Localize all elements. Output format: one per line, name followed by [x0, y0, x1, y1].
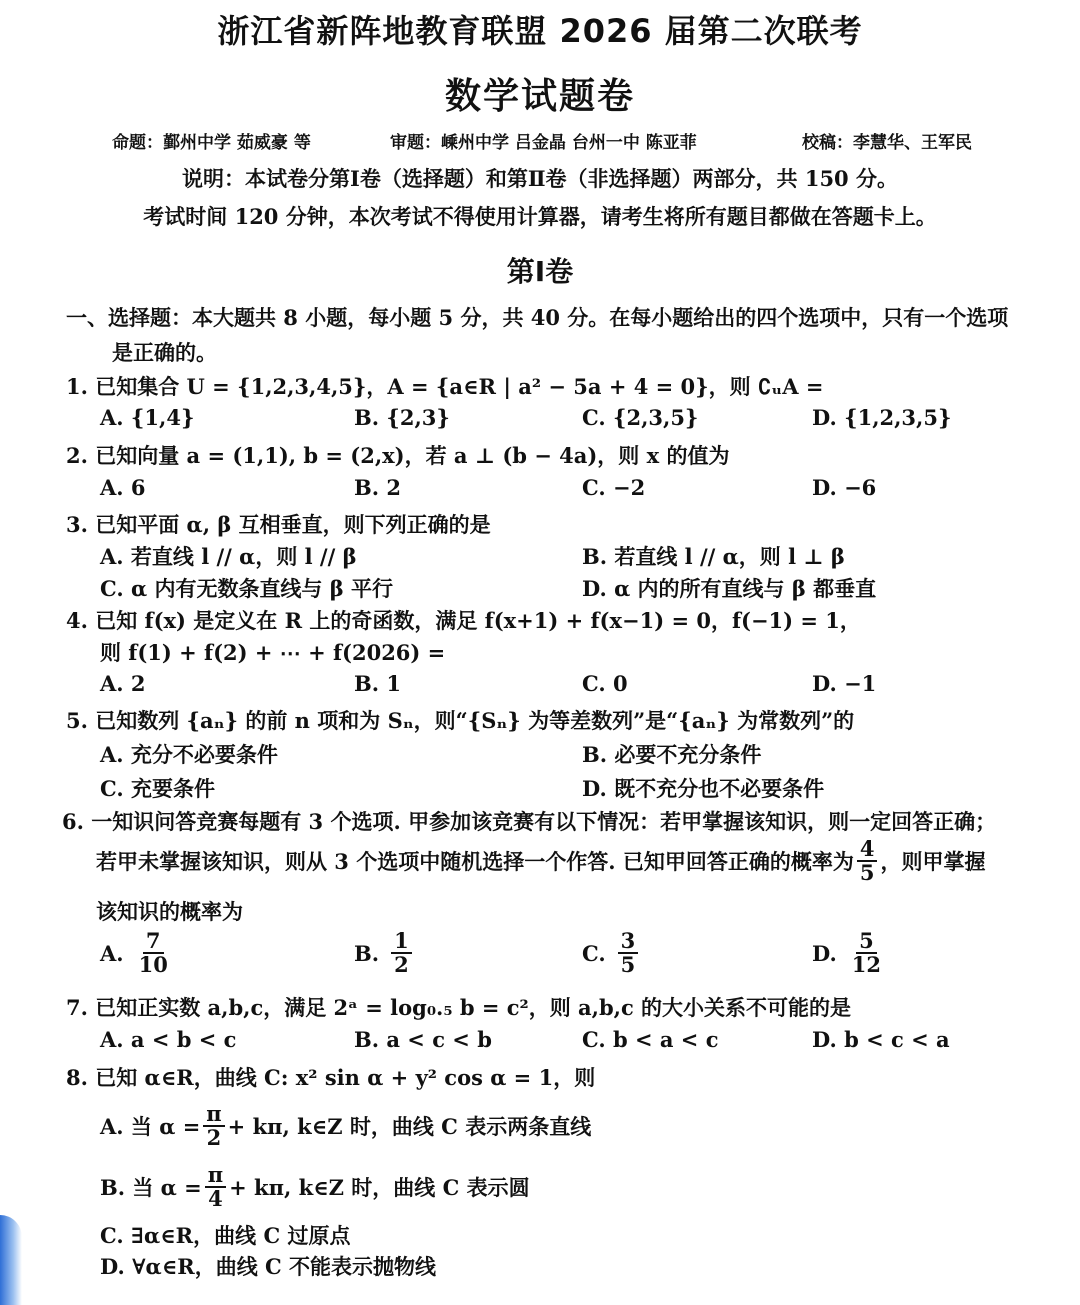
q1-option-b: B. {2,3} [354, 405, 450, 430]
q4-option-d: D. −1 [812, 671, 877, 696]
q2-option-d: D. −6 [812, 475, 877, 500]
q6-c-denominator: 5 [620, 952, 636, 978]
q6-option-c-fraction [618, 930, 639, 976]
q8-option-b-pre: B. 当 α = [100, 1175, 202, 1201]
q5-option-d: D. 既不充分也不必要条件 [582, 776, 825, 801]
q3-option-c: C. α 内有无数条直线与 β 平行 [100, 576, 394, 601]
question-4-stem-cont: 则 f(1) + f(2) + ⋯ + f(2026) = [100, 640, 446, 665]
q8-option-a [100, 1103, 591, 1149]
q2-option-a: A. 6 [100, 475, 146, 500]
q6-b-denominator: 2 [394, 952, 409, 978]
q6-stem-text: 若甲未掌握该知识，则从 3 个选项中随机选择一个作答. 已知甲回答正确的概率为 [96, 849, 854, 875]
q6-option-b [354, 930, 415, 976]
q1-option-a: A. {1,4} [100, 405, 195, 430]
q6-option-d-fraction [849, 930, 884, 976]
q8-option-b [100, 1164, 530, 1210]
question-6-stem-cont [96, 838, 985, 884]
q3-option-a: A. 若直线 l // α，则 l // β [100, 544, 357, 569]
q8-b-denominator: 4 [208, 1186, 223, 1212]
q6-a-denominator: 10 [138, 952, 168, 978]
q8-option-a-fraction [203, 1103, 224, 1149]
q3-option-b: B. 若直线 l // α，则 l ⊥ β [582, 544, 845, 569]
q6-a-numerator: 7 [143, 930, 164, 954]
q8-option-d: D. ∀α∈R，曲线 C 不能表示抛物线 [100, 1254, 437, 1279]
credit-author: 命题：鄞州中学 茹威豪 等 [112, 133, 311, 153]
q6-stem-denominator: 5 [859, 860, 875, 886]
q8-a-denominator: 2 [206, 1125, 222, 1151]
q7-option-a: A. a < b < c [100, 1027, 237, 1052]
question-6-stem: 6. 一知识问答竞赛每题有 3 个选项. 甲参加该竞赛有以下情况：若甲掌握该知识，则一定回答正确； [62, 809, 997, 834]
q2-option-b: B. 2 [354, 475, 401, 500]
q1-option-c: C. {2,3,5} [582, 405, 699, 430]
q6-stem-fraction [857, 838, 878, 884]
q6-d-denominator: 12 [851, 952, 882, 978]
exam-subtitle: 数学试题卷 [444, 76, 635, 117]
question-4-stem: 4. 已知 f(x) 是定义在 R 上的奇函数，满足 f(x+1) + f(x−1) = 0，f(−1) = 1， [66, 608, 861, 633]
q3-option-d: D. α 内的所有直线与 β 都垂直 [582, 576, 877, 601]
q8-option-a-pre: A. 当 α = [100, 1114, 201, 1140]
exam-title: 浙江省新阵地教育联盟 2026 届第二次联考 [217, 12, 863, 50]
q6-option-a-fraction [136, 930, 171, 976]
question-8-stem: 8. 已知 α∈R，曲线 C: x² sin α + y² cos α = 1，则 [66, 1065, 596, 1090]
q8-a-numerator: π [203, 1103, 224, 1127]
question-1-stem: 1. 已知集合 U = {1,2,3,4,5}，A = {a∈R | a² − 5a + 4 = 0}，则 ∁ᵤA = [66, 374, 824, 399]
section-heading: 一、选择题：本大题共 8 小题，每小题 5 分，共 40 分。在每小题给出的四个选项中，只有一个选项 [66, 305, 1009, 330]
window-edge-highlight [0, 1215, 22, 1305]
q7-option-b: B. a < c < b [354, 1027, 492, 1052]
q6-d-numerator: 5 [856, 930, 877, 954]
q2-option-c: C. −2 [582, 475, 646, 500]
question-5-stem: 5. 已知数列 {aₙ} 的前 n 项和为 Sₙ，则“{Sₙ} 为等差数列”是“{aₙ} 为常数列”的 [66, 708, 855, 733]
q6-c-numerator: 3 [618, 930, 639, 954]
q5-option-c: C. 充要条件 [100, 776, 215, 801]
question-6-stem-end: 该知识的概率为 [96, 899, 243, 924]
q6-b-numerator: 1 [391, 930, 412, 954]
q4-option-a: A. 2 [100, 671, 146, 696]
q8-option-a-post: + kπ, k∈Z 时，曲线 C 表示两条直线 [227, 1114, 592, 1140]
q6-option-a [100, 930, 174, 976]
exam-note-1: 说明：本试卷分第Ⅰ卷（选择题）和第Ⅱ卷（非选择题）两部分，共 150 分。 [182, 166, 898, 191]
credit-proofreader: 校稿：李慧华、王军民 [802, 133, 972, 153]
q1-option-d: D. {1,2,3,5} [812, 405, 952, 430]
q6-option-b-fraction [391, 930, 412, 976]
q6-option-d [812, 930, 887, 976]
q6-stem-text-end: ，则甲掌握 [880, 849, 986, 875]
question-7-stem: 7. 已知正实数 a,b,c，满足 2ᵃ = log₀.₅ b = c²，则 a,b,c 的大小关系不可能的是 [66, 995, 852, 1020]
question-2-stem: 2. 已知向量 a = (1,1), b = (2,x)，若 a ⊥ (b − 4a)，则 x 的值为 [66, 443, 730, 468]
q6-option-a-label: A. [100, 940, 124, 966]
q8-option-c: C. ∃α∈R，曲线 C 过原点 [100, 1223, 351, 1248]
q6-stem-numerator: 4 [857, 838, 878, 862]
exam-note-2: 考试时间 120 分钟，本次考试不得使用计算器，请考生将所有题目都做在答题卡上。 [143, 204, 937, 229]
q8-option-b-post: + kπ, k∈Z 时，曲线 C 表示圆 [229, 1175, 530, 1201]
q6-option-b-label: B. [354, 940, 380, 966]
q7-option-c: C. b < a < c [582, 1027, 719, 1052]
q5-option-b: B. 必要不充分条件 [582, 742, 762, 767]
section-heading-cont: 是正确的。 [112, 340, 217, 365]
part-title: 第Ⅰ卷 [506, 255, 574, 288]
credit-reviewer: 审题：嵊州中学 吕金晶 台州一中 陈亚菲 [390, 133, 697, 153]
q4-option-b: B. 1 [354, 671, 401, 696]
q6-option-d-label: D. [812, 940, 837, 966]
q6-option-c [582, 930, 641, 976]
question-3-stem: 3. 已知平面 α, β 互相垂直，则下列正确的是 [66, 512, 491, 537]
q5-option-a: A. 充分不必要条件 [100, 742, 278, 767]
q7-option-d: D. b < c < a [812, 1027, 950, 1052]
q8-b-numerator: π [205, 1164, 226, 1188]
q6-option-c-label: C. [582, 940, 606, 966]
q4-option-c: C. 0 [582, 671, 628, 696]
q8-option-b-fraction [205, 1164, 226, 1210]
